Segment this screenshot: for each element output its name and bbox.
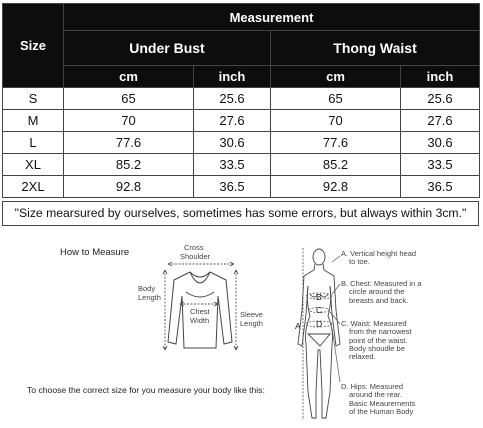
- note-a: [341, 250, 461, 267]
- note-d-line: D. Hips: Measured: [341, 382, 404, 391]
- size-label: L: [3, 132, 64, 154]
- size-label: 2XL: [3, 176, 64, 198]
- table-cell: 70: [271, 110, 401, 132]
- measure-guide: [0, 232, 483, 428]
- under-bust-header: Under Bust: [64, 31, 271, 66]
- sleeve-length-label-line2: Length: [240, 319, 263, 328]
- cross-shoulder-label-line2: Shoulder: [180, 252, 211, 261]
- table-row: [3, 132, 480, 154]
- note-b: [341, 280, 461, 305]
- measurement-note: "Size mearsured by ourselves, sometimes has some errors, but always within 3cm.": [2, 201, 479, 226]
- table-cell: 77.6: [271, 132, 401, 154]
- cross-shoulder-label-line1: Cross: [184, 243, 204, 252]
- size-label: M: [3, 110, 64, 132]
- table-cell: 85.2: [64, 154, 194, 176]
- figure-letter-a: A: [295, 321, 301, 331]
- table-cell: 65: [271, 88, 401, 110]
- unit-header-inch: inch: [401, 66, 480, 88]
- figure-letter-c: C: [316, 305, 323, 315]
- table-cell: 27.6: [401, 110, 480, 132]
- measurement-header: Measurement: [64, 4, 480, 31]
- table-row: [3, 176, 480, 198]
- figure-letter-d: D: [316, 319, 323, 329]
- size-column-header: Size: [3, 4, 64, 88]
- figure-letter-b: B: [316, 292, 322, 302]
- table-cell: 65: [64, 88, 194, 110]
- size-chart-table: [2, 3, 480, 198]
- note-a-line: to toe.: [349, 257, 370, 267]
- body-length-label-line1: Body: [138, 284, 156, 293]
- table-cell: 85.2: [271, 154, 401, 176]
- table-cell: 30.6: [401, 132, 480, 154]
- table-cell: 36.5: [194, 176, 271, 198]
- unit-header-inch: inch: [194, 66, 271, 88]
- size-label: S: [3, 88, 64, 110]
- note-b-line: circle around the: [349, 287, 405, 297]
- table-cell: 25.6: [401, 88, 480, 110]
- table-cell: 92.8: [64, 176, 194, 198]
- note-d-line: around the rear.: [349, 390, 402, 400]
- body-length-label-line2: Length: [138, 293, 161, 302]
- table-cell: 36.5: [401, 176, 480, 198]
- chest-width-label-line2: Width: [190, 316, 210, 325]
- table-cell: 33.5: [401, 154, 480, 176]
- note-c-line: C. Waist: Measured: [341, 319, 407, 328]
- note-c-line: point of the waist.: [349, 335, 408, 345]
- table-row: [3, 110, 480, 132]
- unit-header-cm: cm: [64, 66, 194, 88]
- note-d: [341, 383, 461, 416]
- note-a-line: A. Vertical height head: [341, 249, 417, 258]
- note-c-line: Body shoudle be: [349, 343, 405, 353]
- chest-width-label-line1: Chest: [190, 307, 210, 316]
- unit-header-cm: cm: [271, 66, 401, 88]
- note-c-line: relaxed.: [349, 352, 376, 361]
- size-label: XL: [3, 154, 64, 176]
- note-b-line: B. Chest: Measured in a: [341, 279, 422, 288]
- thong-waist-header: Thong Waist: [271, 31, 480, 66]
- table-cell: 33.5: [194, 154, 271, 176]
- table-cell: 27.6: [194, 110, 271, 132]
- table-cell: 92.8: [271, 176, 401, 198]
- table-cell: 77.6: [64, 132, 194, 154]
- table-cell: 70: [64, 110, 194, 132]
- sleeve-length-label-line1: Sleeve: [240, 310, 263, 319]
- note-b-line: breasts and back.: [349, 295, 409, 305]
- table-cell: 30.6: [194, 132, 271, 154]
- note-d-line: Basic Meaurements: [349, 398, 416, 408]
- note-c-line: from the narrowest: [349, 327, 412, 337]
- how-to-measure-title: How to Measure: [60, 247, 130, 258]
- note-d-line: of the Human Body: [349, 406, 414, 416]
- note-c: [341, 320, 461, 361]
- table-row: [3, 88, 480, 110]
- choose-size-instruction: To choose the correct size for you measure your body like this:: [27, 385, 265, 395]
- table-row: [3, 154, 480, 176]
- table-cell: 25.6: [194, 88, 271, 110]
